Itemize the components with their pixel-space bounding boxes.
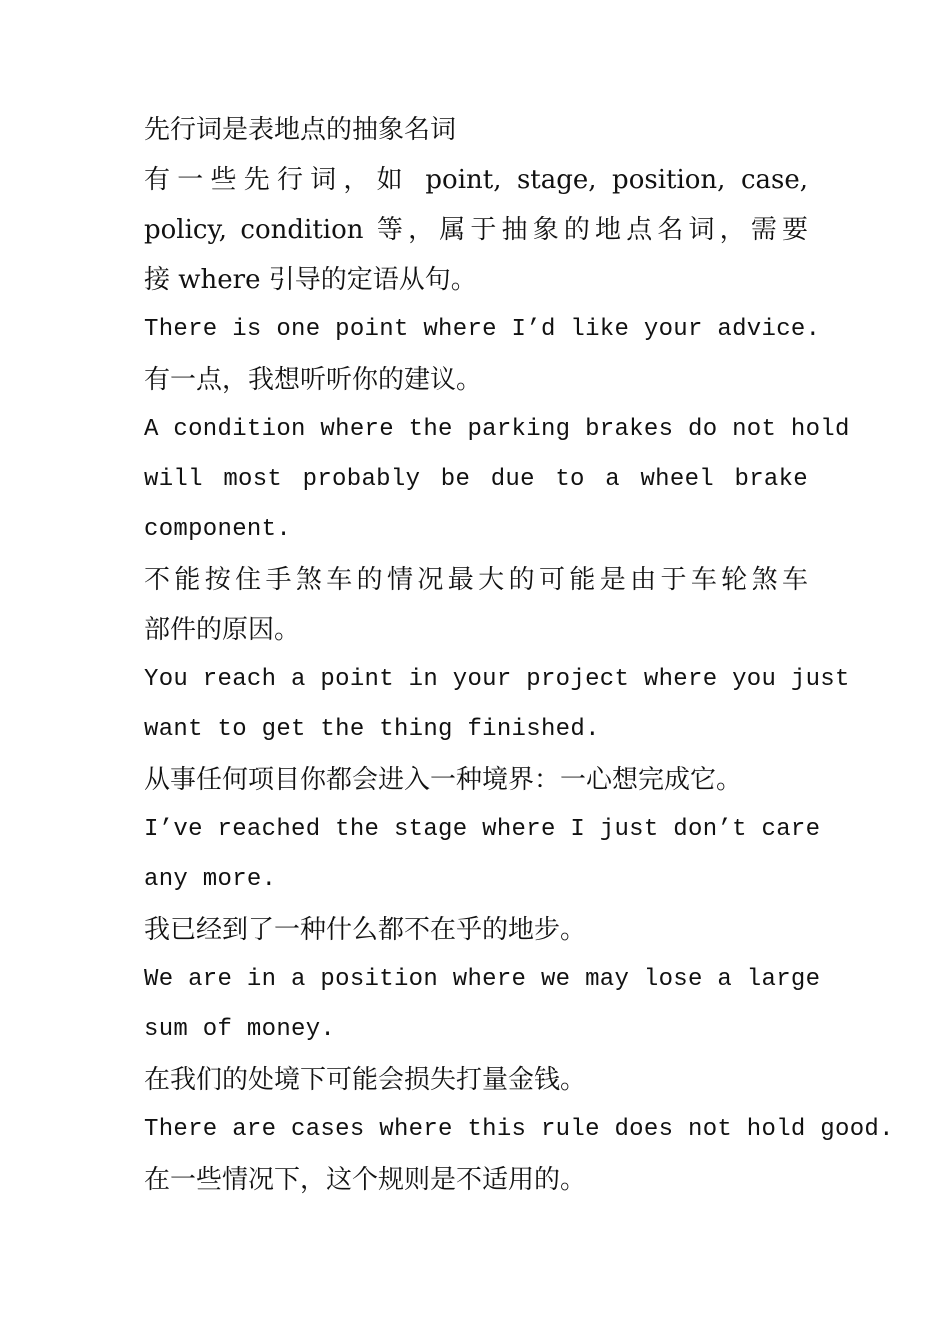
text-line: 接 where 引导的定语从句。 (144, 265, 477, 295)
example-sentence-english: There are cases where this rule does not hold good. (144, 1116, 894, 1143)
example-sentence-english: sum of money. (144, 1016, 336, 1043)
example-sentence-chinese: 在我们的处境下可能会损失打量金钱。 (144, 1065, 587, 1095)
example-sentence-english: We are in a position where we may lose a large (144, 966, 821, 993)
example-sentence-chinese: 部件的原因。 (144, 615, 301, 645)
example-sentence-english: will most probably be due to a wheel brake (144, 466, 808, 493)
example-sentence-english: want to get the thing finished. (144, 716, 600, 743)
example-sentence-chinese: 从事任何项目你都会进入一种境界：一心想完成它。 (144, 765, 743, 795)
example-sentence-english: You reach a point in your project where you just (144, 666, 850, 693)
document-body (144, 105, 894, 1205)
example-sentence-english: any more. (144, 866, 277, 893)
example-sentence-chinese: 在一些情况下，这个规则是不适用的。 (144, 1165, 587, 1195)
example-sentence-english: component. (144, 516, 292, 543)
text-line: policy, condition 等，属于抽象的地点名词，需要 (144, 215, 808, 245)
section-heading: 先行词是表地点的抽象名词 (144, 115, 457, 145)
example-sentence-english: I’ve reached the stage where I just don’t care (144, 816, 821, 843)
example-sentence-chinese: 不能按住手煞车的情况最大的可能是由于车轮煞车 (144, 565, 808, 595)
example-sentence-chinese: 有一点，我想听听你的建议。 (144, 365, 483, 395)
example-sentence-english: There is one point where I’d like your advice. (144, 316, 821, 343)
example-sentence-english: A condition where the parking brakes do not hold (144, 416, 850, 443)
text-line: 有一些先行词，如 point, stage, position, case, (144, 165, 808, 195)
example-sentence-chinese: 我已经到了一种什么都不在乎的地步。 (144, 915, 587, 945)
